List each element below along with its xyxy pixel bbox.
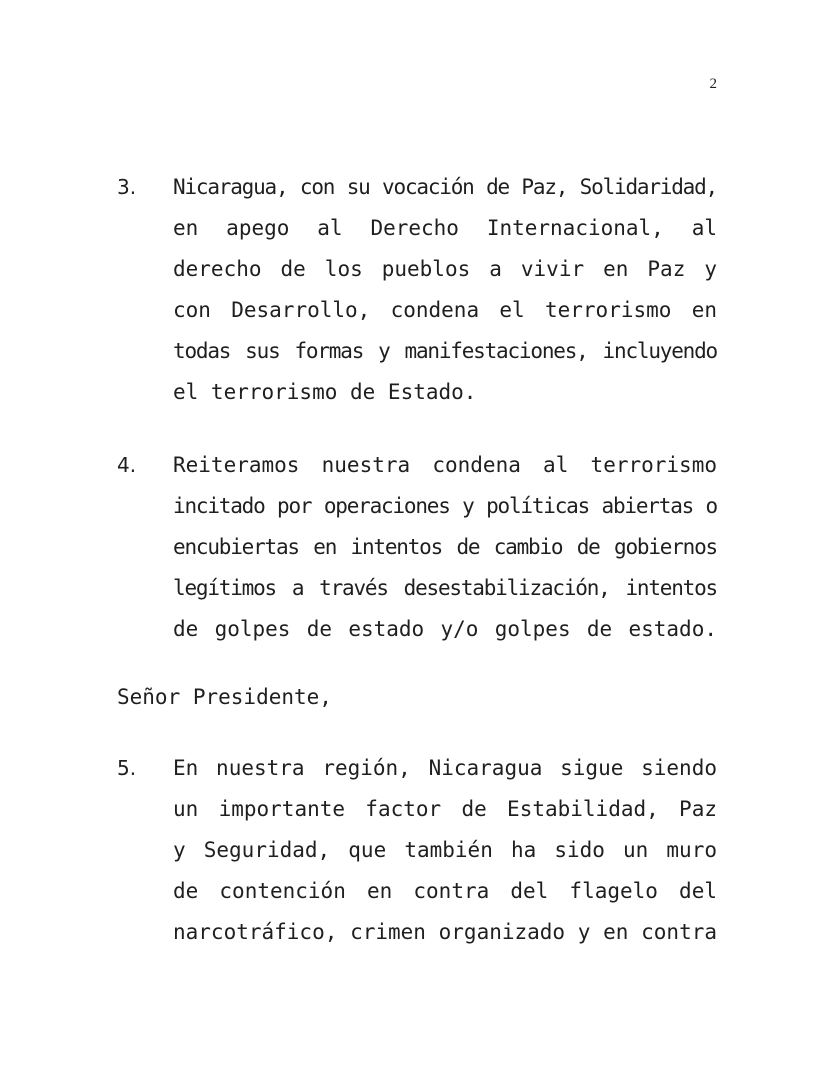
text-line: derecho de los pueblos a vivir en Paz y <box>173 257 717 281</box>
text-line: de contención en contra del flagelo del <box>173 879 717 903</box>
paragraph-item-5 <box>117 748 717 953</box>
text-line: legítimos a través desestabilización, intentos <box>173 576 717 600</box>
paragraph-text <box>173 167 717 413</box>
page-number: 2 <box>709 76 717 92</box>
text-line: Nicaragua, con su vocación de Paz, Solidaridad, <box>173 175 717 199</box>
text-line: el terrorismo de Estado. <box>173 380 477 404</box>
text-line: con Desarrollo, condena el terrorismo en <box>173 298 717 322</box>
text-line: narcotráfico, crimen organizado y en contra <box>173 920 717 944</box>
text-line: encubiertas en intentos de cambio de gobiernos <box>173 535 717 559</box>
item-number: 3. <box>117 175 137 199</box>
text-line: un importante factor de Estabilidad, Paz <box>173 797 717 821</box>
paragraph-item-4 <box>117 445 717 650</box>
text-line: y Seguridad, que también ha sido un muro <box>173 838 717 862</box>
salutation: Señor Presidente, <box>117 685 332 709</box>
paragraph-item-3 <box>117 167 717 413</box>
text-line: incitado por operaciones y políticas abiertas o <box>173 494 717 518</box>
text-line: Reiteramos nuestra condena al terrorismo <box>173 453 717 477</box>
text-line: todas sus formas y manifestaciones, incluyendo <box>173 339 717 363</box>
item-number: 4. <box>117 453 137 477</box>
text-line: en apego al Derecho Internacional, al <box>173 216 717 240</box>
paragraph-text <box>173 748 717 953</box>
paragraph-text <box>173 445 717 650</box>
item-number: 5. <box>117 756 137 780</box>
text-line: de golpes de estado y/o golpes de estado. <box>173 617 717 641</box>
text-line: En nuestra región, Nicaragua sigue siendo <box>173 756 717 780</box>
